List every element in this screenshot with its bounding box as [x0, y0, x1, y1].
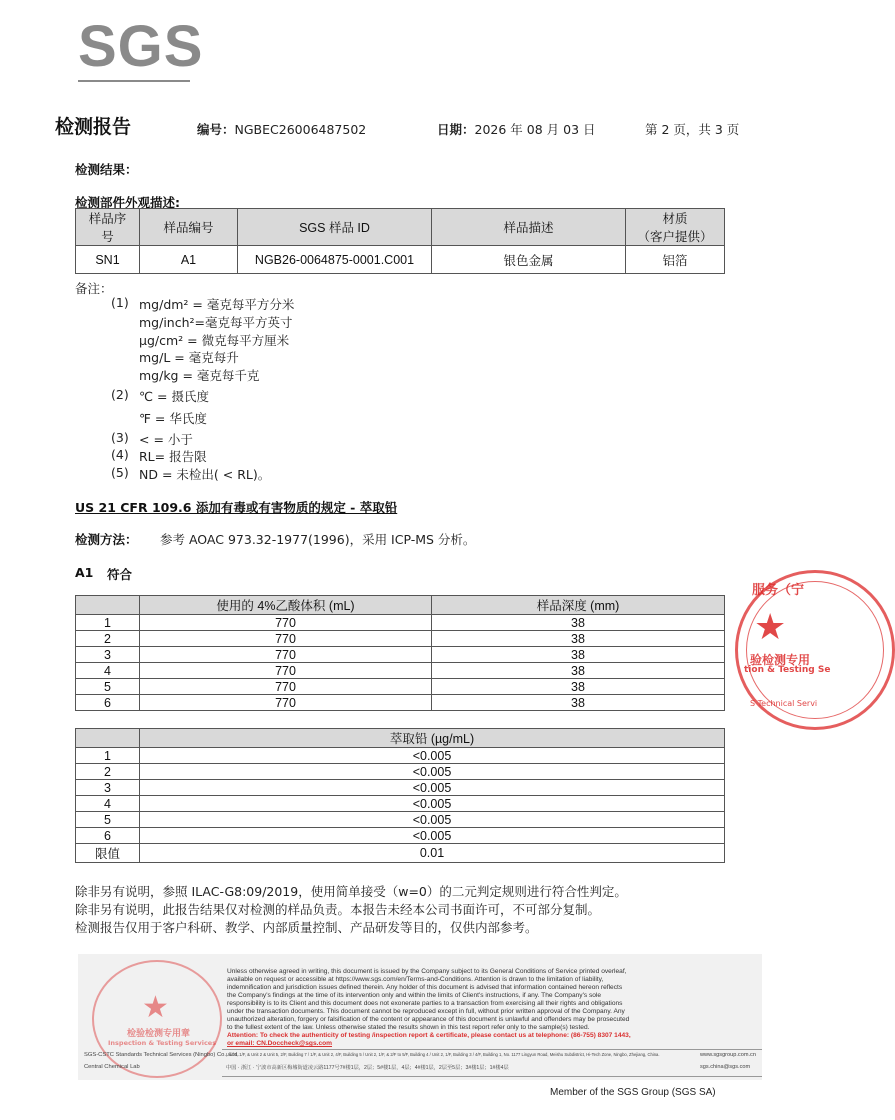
stamp-text: 服务（宁 [752, 583, 805, 598]
table-cell: A1 [140, 246, 238, 274]
footer-terms-line: under the transaction documents. This document cannot be reproduced except in full, without prior written approval of the Company. Any [227, 1008, 625, 1015]
note-text: µg/cm² = 微克每平方厘米 [139, 333, 290, 348]
header-cell: 样品序 号 [76, 209, 140, 246]
report-title: 检测报告 [55, 116, 132, 138]
table-cell: 2 [76, 764, 140, 780]
table-cell: 770 [140, 679, 432, 695]
star-icon: ★ [142, 990, 169, 1025]
header-cell: 萃取铅 (µg/mL) [140, 729, 725, 748]
table-cell: 770 [140, 663, 432, 679]
table-cell: 38 [432, 631, 725, 647]
table-cell: <0.005 [140, 780, 725, 796]
footer-terms-line: the Company's findings at the time of its intervention only and within the limits of Client's instructions, if any. The Company's sole [227, 992, 602, 999]
sgs-logo: SGS [78, 14, 204, 79]
table-cell: 770 [140, 695, 432, 711]
table-row [76, 615, 725, 631]
note-text: mg/inch²=毫克每平方英寸 [139, 315, 293, 330]
table-cell: 38 [432, 663, 725, 679]
table-cell: 限值 [76, 844, 140, 863]
volume-table-header [76, 596, 725, 615]
note-text: mg/kg = 毫克每千克 [139, 368, 260, 383]
stamp-text: tion & Testing Se [744, 665, 831, 675]
table-cell: 4 [76, 796, 140, 812]
lead-table [75, 728, 725, 863]
sample-verdict: 符合 [107, 567, 133, 582]
header-cell [76, 729, 140, 748]
page-indicator: 第 2 页，共 3 页 [645, 122, 740, 137]
header-cell: SGS 样品 ID [238, 209, 432, 246]
table-cell: 38 [432, 647, 725, 663]
lead-table-header [76, 729, 725, 748]
stamp-text: Inspection & Testing Services [108, 1039, 217, 1047]
table-cell: 5 [76, 679, 140, 695]
table-cell: 铝箔 [626, 246, 725, 274]
table-cell: <0.005 [140, 748, 725, 764]
table-cell: 0.01 [140, 844, 725, 863]
note-number: (2) [111, 387, 129, 402]
table-row [76, 695, 725, 711]
note-number: (1) [111, 295, 129, 310]
footer-terms-line: responsibility is to its Client and this document does not exonerate parties to a transaction from exercising all their rights and obligations [227, 1000, 623, 1007]
note-text: ℃ = 摄氏度 [139, 389, 209, 404]
table-cell: <0.005 [140, 812, 725, 828]
table-row [76, 663, 725, 679]
table-cell: 38 [432, 679, 725, 695]
table-row [76, 679, 725, 695]
footer-attention: Attention: To check the authenticity of testing /inspection report & certificate, please contact us at telephone: (86-755) 8307 1443, [227, 1032, 631, 1039]
company-name-en: SGS-CSTC Standards Technical Services (Ningbo) Co., Ltd. [84, 1052, 239, 1058]
table-cell: 770 [140, 647, 432, 663]
company-lab: Central Chemical Lab [84, 1064, 140, 1070]
table-cell: 3 [76, 647, 140, 663]
footer-terms-line: unauthorized alteration, forgery or falsification of the content or appearance of this document is unlawful and offenders may be prosecuted [227, 1016, 630, 1023]
footer-divider [222, 1076, 762, 1077]
footer-email: or email: CN.Doccheck@sgs.com [227, 1040, 333, 1047]
table-cell: <0.005 [140, 764, 725, 780]
table-row [76, 780, 725, 796]
note-text: mg/dm² = 毫克每平方分米 [139, 297, 295, 312]
logo-underline [78, 80, 190, 82]
note-text: mg/L = 毫克每升 [139, 350, 239, 365]
volume-table [75, 595, 725, 711]
parts-label: 检测部件外观描述: [75, 195, 180, 210]
company-website: www.sgsgroup.com.cn [700, 1052, 756, 1058]
limit-row [76, 844, 725, 863]
note-number: (3) [111, 430, 129, 445]
company-email: sgs.china@sgs.com [700, 1064, 751, 1070]
table-cell: NGB26-0064875-0001.C001 [238, 246, 432, 274]
table-cell: 38 [432, 695, 725, 711]
sgs-member-note: Member of the SGS Group (SGS SA) [550, 1087, 716, 1098]
statement-line: 检测报告仅用于客户科研、教学、内部质量控制、产品研发等目的，仅供内部参考。 [75, 920, 538, 935]
section-title: US 21 CFR 109.6 添加有毒或有害物质的规定 - 萃取铅 [75, 500, 398, 515]
statement-line: 除非另有说明，参照 ILAC-G8:09/2019，使用简单接受（w=0）的二元判定规则进行符合性判定。 [75, 884, 627, 899]
table-row [76, 812, 725, 828]
official-stamp [735, 570, 895, 730]
stamp-text: S Technical Servi [750, 699, 818, 708]
parts-table [75, 208, 725, 274]
notes-label: 备注： [75, 281, 113, 296]
footer-terms-line: Unless otherwise agreed in writing, this document is issued by the Company subject to its General Conditions of Service printed overleaf, [227, 968, 627, 975]
table-row [76, 647, 725, 663]
star-icon: ★ [754, 607, 787, 648]
parts-table-header [76, 209, 725, 246]
table-cell: SN1 [76, 246, 140, 274]
note-text: ℉ = 华氏度 [139, 411, 207, 426]
statement-line: 除非另有说明，此报告结果仅对检测的样品负责。本报告未经本公司书面许可，不可部分复制。 [75, 902, 601, 917]
company-address-cn: 中国 · 浙江 · 宁波市高新区梅墟街道凌云路1177号7#楼1层，2层；5#楼1层，4层；4#楼1层，2层至5层；3#楼1层；1#楼4层 [226, 1065, 509, 1071]
header-cell: 样品描述 [432, 209, 626, 246]
table-cell: 6 [76, 828, 140, 844]
table-cell: 38 [432, 615, 725, 631]
method-label: 检测方法： [75, 532, 138, 547]
table-cell: 4 [76, 663, 140, 679]
header-cell: 样品编号 [140, 209, 238, 246]
table-row [76, 828, 725, 844]
note-number: (4) [111, 447, 129, 462]
note-text: ND = 未检出( < RL)。 [139, 467, 271, 482]
note-text: < = 小于 [139, 432, 193, 447]
stamp-text: 验检测专用 [750, 653, 811, 667]
table-row [76, 748, 725, 764]
table-row [76, 764, 725, 780]
method-text: 参考 AOAC 973.32-1977(1996)，采用 ICP-MS 分析。 [160, 532, 476, 547]
header-cell [76, 596, 140, 615]
table-row [76, 631, 725, 647]
table-cell: <0.005 [140, 796, 725, 812]
footer-terms-line: available on request or accessible at https://www.sgs.com/en/Terms-and-Conditions. Attention is drawn to the limitation of liability, [227, 976, 604, 983]
table-row [76, 246, 725, 274]
report-date: 日期：2026 年 08 月 03 日 [437, 122, 596, 137]
table-cell: 5 [76, 812, 140, 828]
header-cell: 使用的 4%乙酸体积 (mL) [140, 596, 432, 615]
stamp-text: 检验检测专用章 [127, 1029, 191, 1039]
header-cell: 材质 （客户提供） [626, 209, 725, 246]
table-row [76, 796, 725, 812]
results-label: 检测结果： [75, 162, 138, 177]
footer-divider [222, 1049, 762, 1050]
table-cell: 1 [76, 748, 140, 764]
footer-terms-line: indemnification and jurisdiction issues defined therein. Any holder of this document is advised that information contained hereon reflects [227, 984, 623, 991]
table-cell: 2 [76, 631, 140, 647]
table-cell: 6 [76, 695, 140, 711]
note-text: RL= 报告限 [139, 449, 207, 464]
note-number: (5) [111, 465, 129, 480]
sample-id: A1 [75, 565, 94, 580]
company-address-en: Unit 6, 1/F, & Unit 2 & Unit 5, 2/F, Building 7 / 1/F, & Unit 2, 4/F, Building 5 / Unit 2, 1/F, & 2/F to 5/F, Building 4 / Unit 2, 1/F, Building 3 / 4/F, Building 1, No. 1177 Lingyun Road, Meishu Subdistrict, Hi-Tech Zone, Ningbo, Zhejiang, China. [226, 1052, 660, 1057]
table-cell: 3 [76, 780, 140, 796]
report-number: 编号：NGBEC26006487502 [197, 122, 367, 137]
table-cell: 银色金属 [432, 246, 626, 274]
header-cell: 样品深度 (mm) [432, 596, 725, 615]
table-cell: 1 [76, 615, 140, 631]
footer-stamp [92, 960, 222, 1078]
table-cell: <0.005 [140, 828, 725, 844]
table-cell: 770 [140, 631, 432, 647]
table-cell: 770 [140, 615, 432, 631]
footer-terms-line: to the fullest extent of the law. Unless otherwise stated the results shown in this test report refer only to the sample(s) tested. [227, 1024, 590, 1031]
